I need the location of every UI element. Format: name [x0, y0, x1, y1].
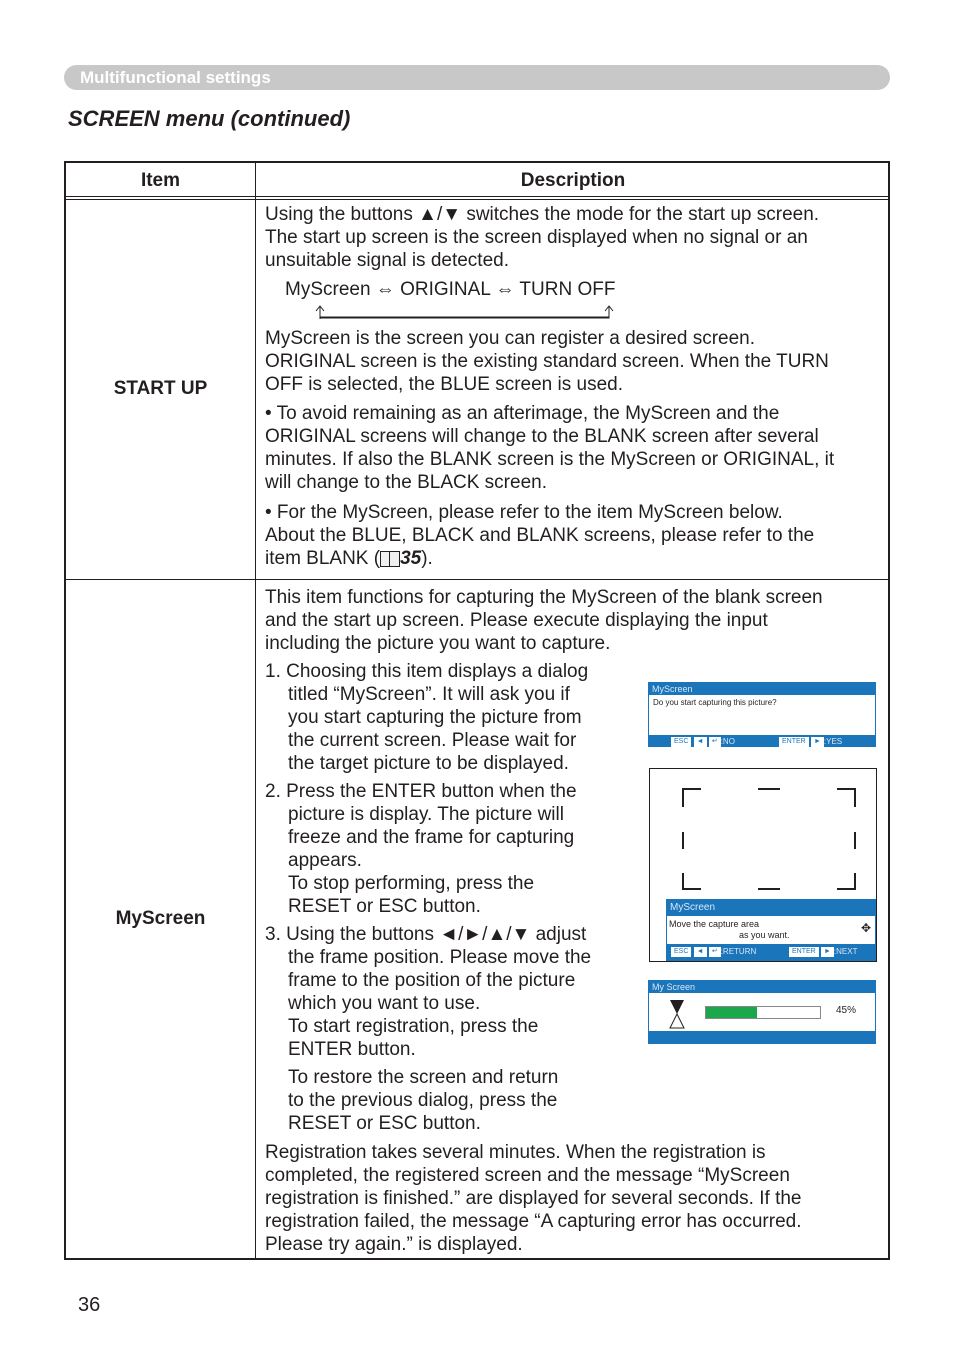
cycle-return-arrow	[315, 301, 645, 321]
text-line: completed, the registered screen and the message “MyScreen	[265, 1165, 790, 1186]
text-line: the target picture to be displayed.	[288, 753, 569, 774]
right-arrow-key[interactable]: ►	[821, 947, 834, 957]
text-line: The start up screen is the screen displayed when no signal or an	[265, 227, 808, 248]
column-header-description: Description	[520, 170, 626, 191]
progress-bar	[705, 1006, 821, 1019]
text-line: the frame position. Please move the	[288, 947, 592, 968]
column-header-item: Item	[140, 170, 181, 191]
text-line: ORIGINAL screen is the existing standard screen. When the TURN	[265, 351, 829, 372]
text-line: the current screen. Please wait for	[288, 730, 577, 751]
dialog-footer	[649, 1031, 875, 1043]
no-label: :NO	[720, 737, 735, 746]
text-line: ENTER button.	[288, 1039, 416, 1060]
header-divider-2	[66, 199, 888, 200]
text-line: including the picture you want to capture.	[265, 633, 611, 654]
text-line: 1. Choosing this item displays a dialog	[265, 661, 589, 682]
move-arrows-icon: ✥	[860, 921, 871, 935]
enter-key[interactable]: ENTER	[779, 737, 809, 747]
esc-key[interactable]: ESC	[671, 737, 691, 747]
section-header-label: Multifunctional settings	[80, 68, 271, 87]
text-line: appears.	[288, 850, 362, 871]
text-line: frame to the position of the picture	[288, 970, 576, 991]
yes-label: :YES	[823, 737, 843, 746]
myscreen-restore-note	[288, 1066, 628, 1135]
page-number: 36	[78, 1294, 101, 1316]
text-line: RESET or ESC button.	[288, 1113, 481, 1134]
dialog-footer	[667, 944, 875, 960]
page-reference-link[interactable]: 35	[400, 548, 422, 569]
row-divider	[66, 579, 888, 580]
text-line: you start capturing the picture from	[288, 707, 582, 728]
left-arrow-key[interactable]: ◄	[694, 947, 707, 957]
text-line: • To avoid remaining as an afterimage, the MyScreen and the	[265, 403, 780, 424]
left-arrow-key[interactable]: ◄	[694, 737, 707, 747]
header-divider	[66, 196, 888, 197]
dialog-title: MyScreen	[649, 683, 875, 695]
item-start-up: START UP	[113, 378, 208, 399]
capture-frame-screen	[649, 768, 877, 962]
capture-frame-corners	[650, 769, 876, 899]
dialog-question: Do you start capturing this picture?	[653, 698, 777, 707]
text-line: To stop performing, press the	[288, 873, 535, 894]
dialog-confirm-capture	[648, 682, 876, 747]
text-line: and the start up screen. Please execute displaying the input	[265, 610, 768, 631]
message-line: Move the capture area	[669, 919, 760, 929]
return-label: :RETURN	[720, 947, 757, 956]
enter-arrow-key[interactable]: ↵	[709, 947, 721, 957]
right-arrow-key[interactable]: ►	[811, 737, 824, 747]
text-line: registration failed, the message “A capturing error has occurred.	[265, 1211, 802, 1232]
text-line: will change to the BLACK screen.	[265, 472, 547, 493]
next-label: :NEXT	[833, 947, 858, 956]
text-line: Using the buttons ▲/▼ switches the mode for the start up screen.	[265, 204, 820, 225]
enter-arrow-key[interactable]: ↵	[709, 737, 721, 747]
text-line: About the BLUE, BLACK and BLANK screens, please refer to the	[265, 525, 815, 546]
enter-key[interactable]: ENTER	[789, 947, 819, 957]
dialog-title: My Screen	[649, 981, 875, 993]
text-line: Please try again.” is displayed.	[265, 1234, 523, 1255]
dialog-footer	[649, 735, 875, 747]
dialog-registration-progress	[648, 980, 876, 1044]
book-icon	[380, 551, 400, 567]
dialog-title: MyScreen	[667, 900, 875, 916]
progress-bar-fill	[706, 1007, 757, 1018]
text-line: Registration takes several minutes. When the registration is	[265, 1142, 766, 1163]
text-line: picture is display. The picture will	[288, 804, 564, 825]
dialog-move-area	[666, 899, 876, 961]
text-line: titled “MyScreen”. It will ask you if	[288, 684, 570, 705]
column-divider	[255, 163, 256, 1258]
text-line: To restore the screen and return	[288, 1067, 559, 1088]
text-line: ORIGINAL screens will change to the BLANK screen after several	[265, 426, 819, 447]
page-title: SCREEN menu (continued)	[68, 106, 351, 131]
text-line: • For the MyScreen, please refer to the item MyScreen below.	[265, 502, 783, 523]
text-line: To start registration, press the	[288, 1016, 539, 1037]
section-header-bar	[64, 65, 890, 90]
text-line: minutes. If also the BLANK screen is the MyScreen or ORIGINAL, it	[265, 449, 835, 470]
start-up-p1	[265, 203, 885, 272]
hourglass-icon	[669, 999, 685, 1029]
text-line: MyScreen is the screen you can register a desired screen.	[265, 328, 756, 349]
start-up-p3	[265, 402, 885, 494]
esc-key[interactable]: ESC	[671, 947, 691, 957]
start-up-p2	[265, 327, 885, 396]
text-line: 3. Using the buttons ◄/►/▲/▼ adjust	[265, 924, 587, 945]
text-line: which you want to use.	[288, 993, 481, 1014]
text-line: unsuitable signal is detected.	[265, 250, 509, 271]
message-line: as you want.	[739, 930, 790, 940]
progress-percent: 45%	[836, 1005, 857, 1016]
myscreen-step-3	[265, 923, 635, 1061]
myscreen-step-1	[265, 660, 635, 775]
myscreen-step-2	[265, 780, 635, 918]
mode-cycle: MyScreen ⇔ ORIGINAL ⇔ TURN OFF	[285, 279, 616, 300]
text-line: to the previous dialog, press the	[288, 1090, 558, 1111]
start-up-description	[265, 203, 885, 570]
item-myscreen: MyScreen	[115, 908, 206, 929]
text-line: registration is finished.” are displayed for several seconds. If the	[265, 1188, 802, 1209]
text-line: freeze and the frame for capturing	[288, 827, 575, 848]
text-line: RESET or ESC button.	[288, 896, 481, 917]
text-line: This item functions for capturing the MyScreen of the blank screen	[265, 587, 823, 608]
text-line: OFF is selected, the BLUE screen is used.	[265, 374, 623, 395]
text-line: item BLANK (	[265, 548, 381, 569]
text-line: ).	[421, 548, 433, 569]
start-up-p4	[265, 501, 885, 570]
myscreen-outro	[265, 1141, 885, 1256]
dialog-message	[667, 916, 875, 944]
myscreen-intro	[265, 586, 885, 655]
text-line: 2. Press the ENTER button when the	[265, 781, 577, 802]
